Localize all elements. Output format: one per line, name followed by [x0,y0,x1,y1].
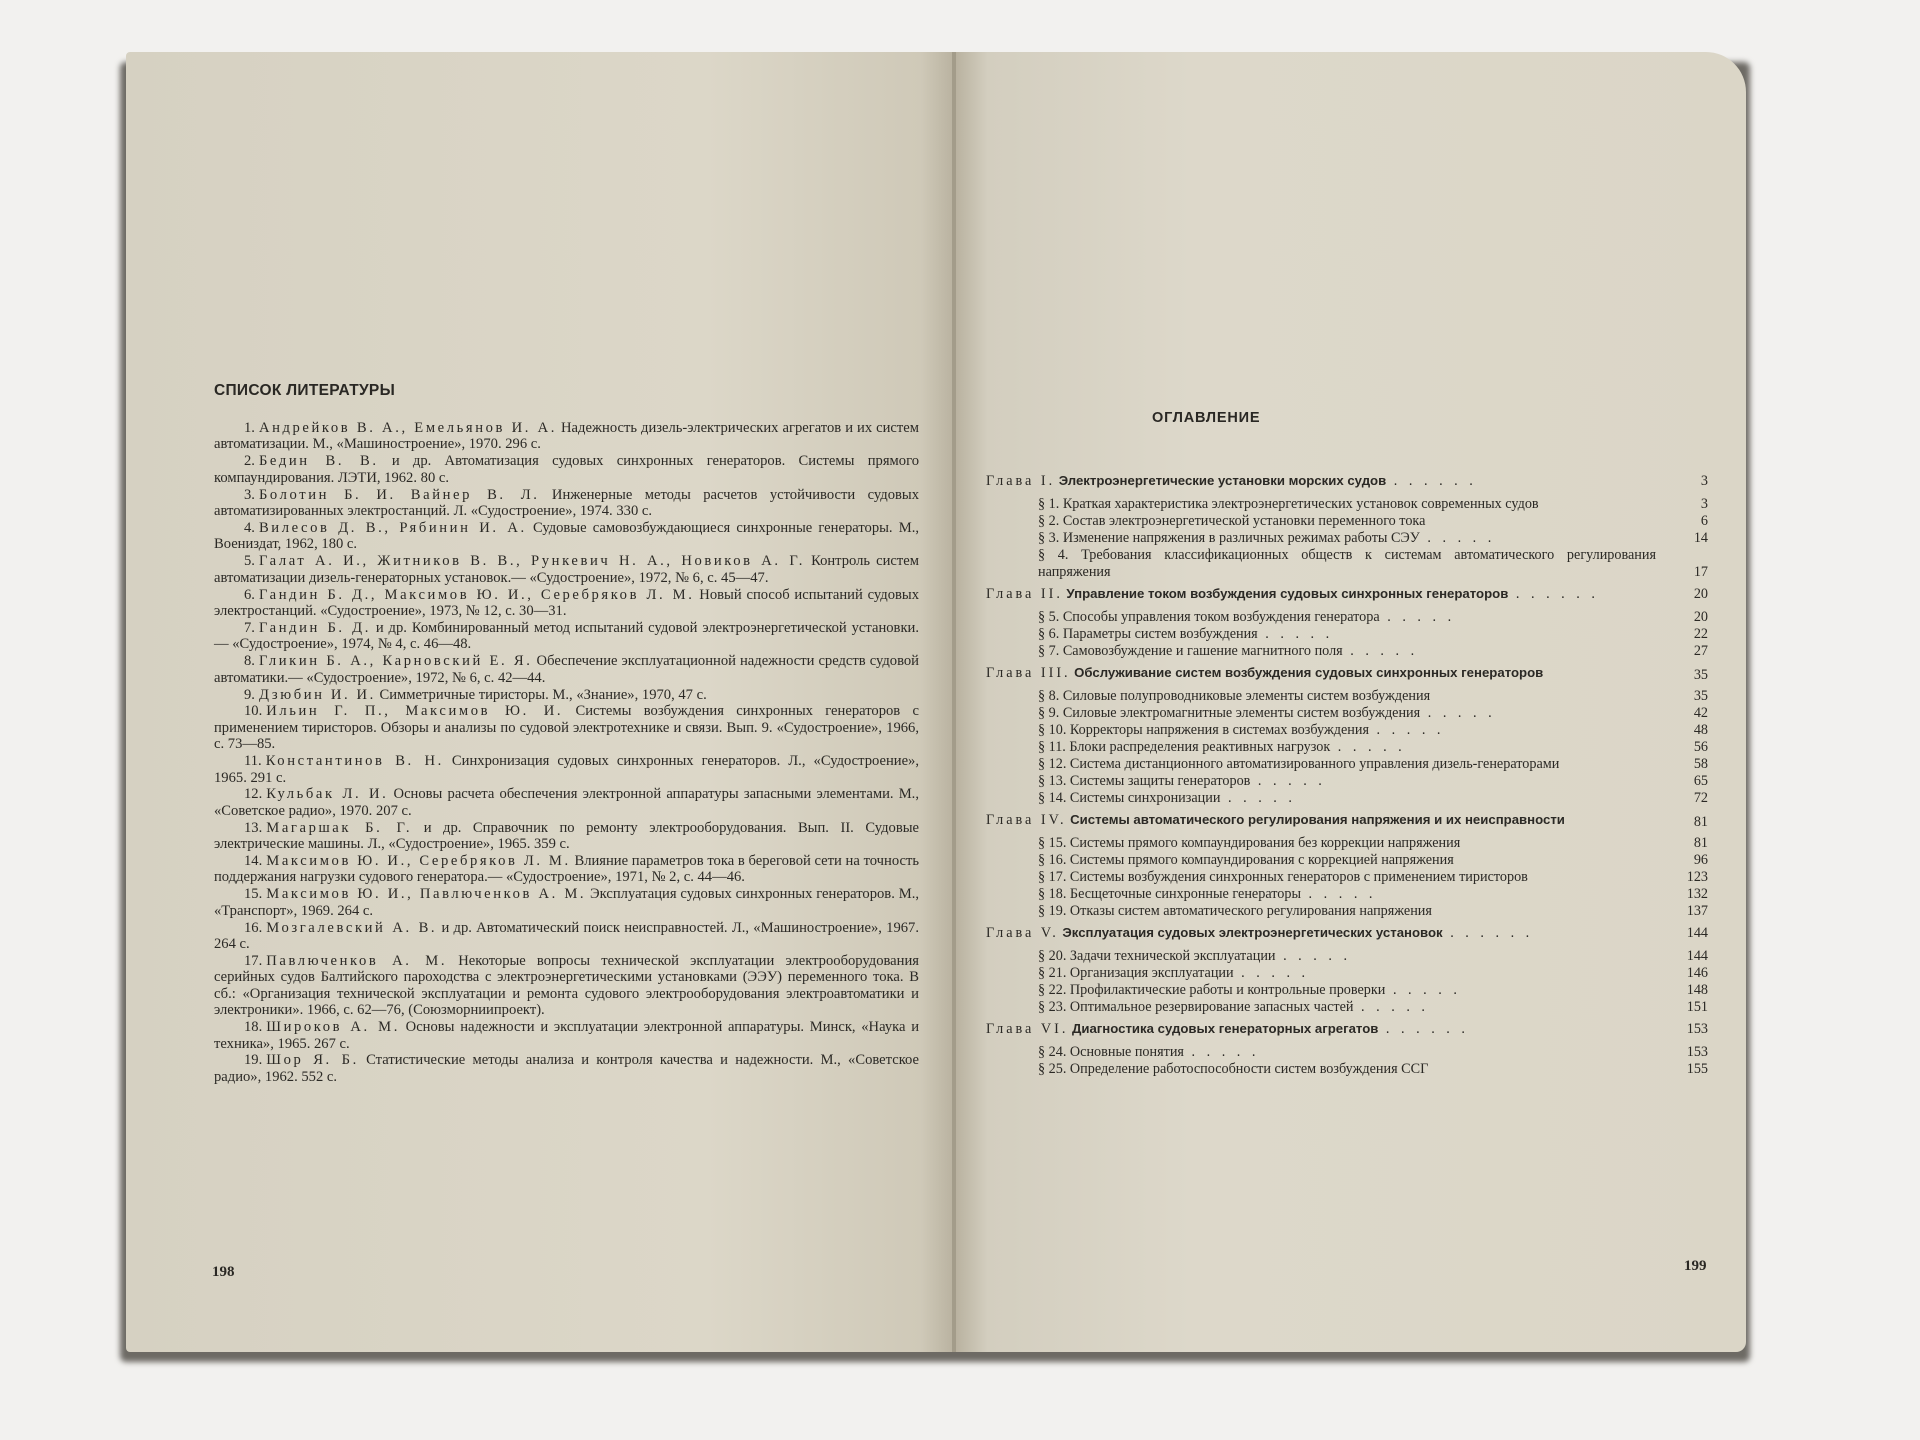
reference-authors: Широков А. М. [266,1019,400,1036]
toc-page-number: 72 [1693,790,1708,806]
toc-section: § 22. Профилактические работы и контрольные проверки . . . . . 148 [1038,982,1708,998]
toc-page-number: 42 [1693,705,1708,721]
toc-section: § 3. Изменение напряжения в различных режимах работы СЭУ . . . . . 14 [1038,530,1708,546]
reference-item [214,620,919,653]
reference-authors: Шор Я. Б. [266,1052,359,1069]
reference-text: Надежность дизель-электрических агрегатов и их систем автоматизации. М., «Машиностроение», 1970. 296 с. [214,420,919,453]
toc-section: § 11. Блоки распределения реактивных нагрузок . . . . . 56 [1038,739,1708,755]
toc-chapter: Глава V. Эксплуатация судовых электроэнергетических установок . . . . . . 144 [986,925,1708,941]
toc-section: § 21. Организация эксплуатации . . . . . 146 [1038,965,1708,981]
section-title: § 11. Блоки распределения реактивных нагрузок [1038,739,1331,755]
section-title: § 13. Системы защиты генераторов [1038,773,1251,789]
chapter-label: Глава I. [986,473,1056,489]
toc-page-number: 35 [1693,667,1708,683]
section-title: § 24. Основные понятия [1038,1044,1184,1060]
toc-page-number: 81 [1693,814,1708,830]
reference-text: Основы надежности и эксплуатации электронной аппаратуры. Минск, «Наука и техника», 1965. 267 с. [214,1019,919,1052]
section-title: § 5. Способы управления током возбуждения генератора [1038,609,1380,625]
toc-section [986,756,1708,773]
section-title: § 10. Корректоры напряжения в системах возбуждения [1038,722,1369,738]
reference-text: Влияние параметров тока в береговой сети на точность поддержания нагрузки судового генератора.— «Судостроение», 1971, № 2, с. 44—46. [214,853,919,886]
section-title: § 18. Бесщеточные синхронные генераторы [1038,886,1301,902]
toc-page-number: 56 [1693,739,1708,755]
section-title: § 9. Силовые электромагнитные элементы систем возбуждения [1038,705,1421,721]
reference-authors: Вилесов Д. В., Рябинин И. А. [258,519,527,536]
toc-section: § 18. Бесщеточные синхронные генераторы . . . . . 132 [1038,886,1708,902]
reference-item [214,553,919,586]
toc-section [986,547,1708,581]
reference-number: 19. [244,1052,263,1069]
table-of-contents [986,468,1708,1078]
reference-item [214,886,919,919]
reference-text: Некоторые вопросы технической эксплуатации электрооборудования серийных судов Балтийского пароходства с электроэнергетическими установками (ЭЭУ) переменного тока. В сб.: «Организация технической эксплуатации и ремонта судового электрооборудования электроавтоматики и электроники». 1966, с. 62—76, (Союзморниипроект). [214,953,919,1019]
chapter-title: Системы автоматического регулирования напряжения и их неисправности [1070,812,1565,827]
toc-section [986,903,1708,920]
toc-section: § 24. Основные понятия . . . . . 153 [1038,1044,1708,1060]
toc-page-number: 148 [1686,982,1708,998]
reference-text: Обеспечение эксплуатационной надежности средств судовой автоматики.— «Судостроение», 1972, № 6, с. 42—44. [214,653,919,686]
reference-authors: Ильин Г. П., Максимов Ю. И. [266,703,564,720]
toc-page-number: 96 [1693,852,1708,868]
reference-authors: Дзюбин И. И. [258,686,376,703]
reference-number: 11. [244,753,262,770]
toc-section [986,688,1708,705]
section-title: § 7. Самовозбуждение и гашение магнитного поля [1038,643,1343,659]
toc-section: § 9. Силовые электромагнитные элементы систем возбуждения . . . . . 42 [1038,705,1708,721]
section-title: § 19. Отказы систем автоматического регулирования напряжения [1038,903,1432,919]
page-number-right: 199 [1684,1258,1707,1274]
section-title: § 22. Профилактические работы и контрольные проверки [1038,982,1386,998]
reference-item [214,753,919,786]
toc-page-number: 17 [1693,564,1708,580]
toc-section: § 13. Системы защиты генераторов . . . . . 65 [1038,773,1708,789]
reference-text: Эксплуатация судовых синхронных генераторов. М., «Транспорт», 1969. 264 с. [214,886,919,919]
section-title: § 3. Изменение напряжения в различных режимах работы СЭУ [1038,530,1420,546]
toc-page-number: 48 [1693,722,1708,738]
reference-number: 2. [244,453,255,470]
chapter-title: Эксплуатация судовых электроэнергетических установок [1062,925,1443,940]
reference-item [214,920,919,953]
reference-number: 10. [244,703,263,720]
reference-number: 14. [244,853,263,870]
reference-item [214,820,919,853]
reference-text: и др. Автоматизация судовых синхронных генераторов. Системы прямого компаундирования. ЛЭТИ, 1962. 80 с. [214,453,919,486]
reference-number: 18. [244,1019,263,1036]
right-page [956,52,1746,1352]
bibliography-heading: СПИСОК ЛИТЕРАТУРЫ [214,382,396,399]
section-title: § 12. Система дистанционного автоматизированного управления дизель-генераторами [1038,756,1560,772]
reference-number: 9. [244,686,255,703]
toc-section: § 20. Задачи технической эксплуатации . . . . . 144 [1038,948,1708,964]
reference-text: Синхронизация судовых синхронных генераторов. Л., «Судостроение», 1965. 291 с. [214,753,919,786]
toc-section: § 6. Параметры систем возбуждения . . . . . 22 [1038,626,1708,642]
reference-number: 17. [244,953,263,969]
toc-page-number: 14 [1693,530,1708,546]
toc-page-number: 153 [1686,1021,1708,1037]
toc-section: § 5. Способы управления током возбуждения генератора . . . . . 20 [1038,609,1708,625]
reference-text: Основы расчета обеспечения электронной аппаратуры запасными элементами. М., «Советское радио», 1970. 207 с. [214,786,919,819]
toc-section [986,869,1708,886]
reference-text: Системы возбуждения синхронных генераторов с применением тиристоров. Обзоры и анализы по судовой электротехнике и связи. Вып. 9. «Судостроение», 1966, с. 73—85. [214,703,919,753]
toc-page-number: 144 [1686,925,1708,941]
toc-section [986,852,1708,869]
reference-authors: Константинов В. Н. [265,753,444,770]
reference-item [214,420,919,453]
section-title: § 4. Требования классификационных обществ к системам автоматического регулирования напряжения [1038,547,1656,580]
reference-text: Новый способ испытаний судовых электростанций. «Судостроение», 1973, № 12, с. 30—31. [214,586,919,619]
reference-number: 1. [244,420,255,436]
reference-item [214,786,919,819]
reference-text: Симметричные тиристоры. М., «Знание», 1970, 47 с. [375,686,707,703]
reference-number: 16. [244,919,263,936]
section-title: § 6. Параметры систем возбуждения [1038,626,1258,642]
chapter-label: Глава IV. [986,812,1067,828]
reference-authors: Магаршак Б. Г. [266,819,413,836]
section-title: § 1. Краткая характеристика электроэнергетических установок современных судов [1038,496,1539,512]
chapter-label: Глава III. [986,665,1071,681]
left-page [126,52,954,1352]
toc-page-number: 151 [1686,999,1708,1015]
reference-item [214,687,919,703]
section-title: § 20. Задачи технической эксплуатации [1038,948,1276,964]
reference-number: 4. [244,519,255,536]
section-title: § 2. Состав электроэнергетической установки переменного тока [1038,513,1426,529]
toc-section [986,513,1708,530]
reference-number: 13. [244,819,263,836]
toc-page-number: 146 [1686,965,1708,981]
section-title: § 15. Системы прямого компаундирования без коррекции напряжения [1038,835,1461,851]
reference-authors: Андрейков В. А., Емельянов И. А. [258,420,557,436]
reference-text: и др. Справочник по ремонту электрооборудования. Вып. II. Судовые электрические машины. Л., «Судостроение», 1965. 359 с. [214,819,919,853]
toc-section [986,835,1708,852]
section-title: § 14. Системы синхронизации [1038,790,1221,806]
toc-page-number: 58 [1693,756,1708,772]
reference-number: 5. [244,553,255,570]
reference-text: Судовые самовозбуждающиеся синхронные генераторы. М., Воениздат, 1962, 180 с. [214,519,919,553]
toc-section [986,496,1708,513]
open-book [126,52,1746,1352]
toc-section: § 7. Самовозбуждение и гашение магнитного поля . . . . . 27 [1038,643,1708,659]
page-number-left: 198 [212,1264,235,1280]
reference-number: 15. [244,886,263,903]
bibliography [214,382,919,1086]
section-title: § 23. Оптимальное резервирование запасных частей [1038,999,1354,1015]
reference-list [214,420,919,1085]
toc-page-number: 137 [1686,903,1708,919]
reference-item [214,520,919,553]
reference-authors: Галат А. И., Житников В. В., Рункевич Н. А., Новиков А. Г. [258,553,805,570]
toc-chapter [986,811,1708,829]
toc-page-number: 20 [1693,586,1708,602]
section-title: § 17. Системы возбуждения синхронных генераторов с применением тиристоров [1038,869,1528,885]
chapter-label: Глава V. [986,925,1059,941]
reference-item [214,853,919,886]
reference-number: 12. [244,786,263,803]
reference-item [214,1019,919,1052]
section-title: § 8. Силовые полупроводниковые элементы систем возбуждения [1038,688,1431,704]
toc-section: § 14. Системы синхронизации . . . . . 72 [1038,790,1708,806]
toc-page-number: 35 [1693,688,1708,704]
toc-page-number: 81 [1693,835,1708,851]
reference-authors: Максимов Ю. И., Серебряков Л. М. [266,853,571,870]
chapter-title: Управление током возбуждения судовых синхронных генераторов [1066,586,1509,601]
toc-chapter: Глава I. Электроэнергетические установки морских судов . . . . . . 3 [986,473,1708,489]
section-title: § 16. Системы прямого компаундирования с коррекцией напряжения [1038,852,1454,868]
reference-authors: Гликин Б. А., Карновский Е. Я. [258,653,533,670]
toc-page-number: 3 [1700,496,1708,512]
reference-text: Статистические методы анализа и контроля качества и надежности. М., «Советское радио», 1962. 552 с. [214,1052,919,1085]
reference-number: 3. [244,486,255,503]
chapter-title: Обслуживание систем возбуждения судовых синхронных генераторов [1074,665,1544,680]
reference-item [214,487,919,520]
reference-authors: Гандин Б. Д., Максимов Ю. И., Серебряков Л. М. [258,586,695,603]
reference-item [214,653,919,686]
chapter-label: Глава II. [986,586,1063,602]
reference-number: 6. [244,586,255,603]
toc-page-number: 27 [1693,643,1708,659]
toc-section: § 23. Оптимальное резервирование запасных частей . . . . . 151 [1038,999,1708,1015]
reference-authors: Гандин Б. Д. [258,619,371,636]
reference-text: и др. Комбинированный метод испытаний судовой электроэнергетической установки.— «Судостроение», 1974, № 4, с. 46—48. [214,619,919,653]
reference-number: 8. [244,653,255,670]
toc-page-number: 6 [1700,513,1708,529]
toc-page-number: 22 [1693,626,1708,642]
toc-page-number: 153 [1686,1044,1708,1060]
toc-chapter [986,664,1708,682]
section-title: § 21. Организация эксплуатации [1038,965,1234,981]
reference-text: Контроль систем автоматизации дизель-генераторных установок.— «Судостроение», 1972, № 6, с. 45—47. [214,553,919,586]
toc-page-number: 65 [1693,773,1708,789]
reference-item [214,453,919,486]
toc-heading: ОГЛАВЛЕНИЕ [1152,410,1261,426]
toc-page-number: 20 [1693,609,1708,625]
toc-page-number: 123 [1686,869,1708,885]
reference-authors: Павлюченков А. М. [266,953,448,969]
toc-section: § 10. Корректоры напряжения в системах возбуждения . . . . . 48 [1038,722,1708,738]
chapter-label: Глава VI. [986,1021,1069,1037]
reference-item [214,587,919,620]
toc-page-number: 132 [1686,886,1708,902]
reference-item [214,703,919,752]
reference-item [214,1052,919,1085]
chapter-title: Диагностика судовых генераторных агрегатов [1071,1021,1379,1036]
reference-authors: Мозгалевский А. В. [266,919,438,936]
chapter-title: Электроэнергетические установки морских судов [1058,473,1387,488]
reference-item [214,953,919,1019]
reference-text: Инженерные методы расчетов устойчивости судовых автоматизированных электростанций. Л. «Судостроение», 1974. 330 с. [214,486,919,520]
reference-authors: Кульбак Л. И. [266,786,389,803]
toc-page-number: 144 [1686,948,1708,964]
toc-chapter: Глава II. Управление током возбуждения судовых синхронных генераторов . . . . . . 20 [986,586,1708,602]
toc-page-number: 3 [1700,473,1708,489]
section-title: § 25. Определение работоспособности систем возбуждения ССГ [1038,1061,1429,1077]
reference-authors: Бедин В. В. [258,453,379,470]
toc-section [986,1061,1708,1078]
toc-page-number: 155 [1686,1061,1708,1077]
toc-chapter: Глава VI. Диагностика судовых генераторных агрегатов . . . . . . 153 [986,1021,1708,1037]
reference-text: и др. Автоматический поиск неисправностей. Л., «Машиностроение», 1967. 264 с. [214,919,919,953]
reference-number: 7. [244,619,255,636]
reference-authors: Болотин Б. И. Вайнер В. Л. [258,486,540,503]
reference-authors: Максимов Ю. И., Павлюченков А. М. [266,886,587,903]
